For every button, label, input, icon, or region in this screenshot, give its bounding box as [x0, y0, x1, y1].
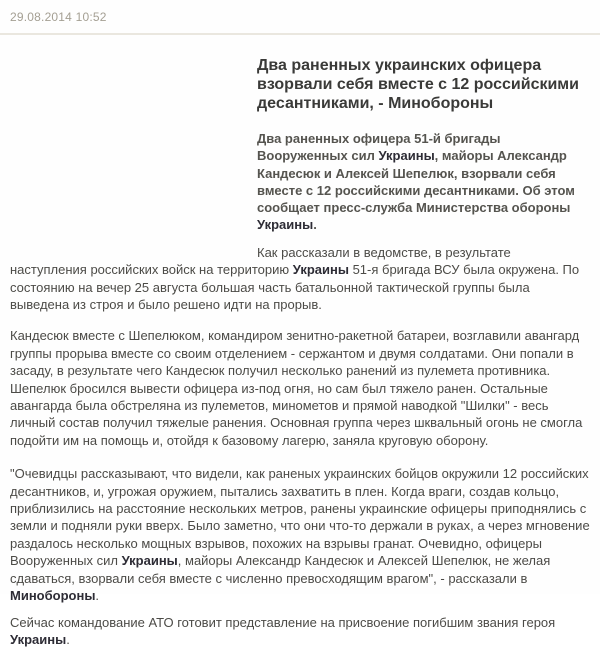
publish-timestamp: 29.08.2014 10:52: [10, 10, 107, 24]
text-segment: , майоры Александр Кандесюк и Алексей Шепелюк, не желая сдаваться, взорвали себя вместе с численно превосходящим врагом", - рассказали в: [10, 553, 550, 585]
text-segment: .: [95, 588, 99, 603]
text-segment: .: [66, 632, 70, 647]
inline-link[interactable]: Украины: [122, 553, 178, 568]
article-headline: Два раненных украинских офицера взорвали себя вместе с 12 российскими десантниками, - Минобороны: [10, 56, 590, 113]
article-image-placeholder: [10, 56, 245, 256]
article-body: [0, 56, 600, 648]
meta-bar: [0, 8, 600, 35]
article-paragraph: [10, 465, 590, 604]
text-segment: "Очевидцы рассказывают, что видели, как раненых украинских бойцов окружили 12 российских десантников, и, угрожая оружием, пытались захватить в плен. Когда враги, создав кольцо, приблизились на расстояние нескольких метров, ранены украинские офицеры приподнялись с земли и подняли руки вверх. Было заметно, что они что-то держали в руках, а через мгновение раздалось несколько мощных взрывов, похожих на взрывы гранат. Очевидно, офицеры Вооруженных сил: [10, 466, 590, 568]
inline-link[interactable]: Украины: [378, 148, 434, 163]
inline-link[interactable]: Украины: [10, 632, 66, 647]
text-segment: , майоры Александр Кандесюк и Алексей Шепелюк, взорвали себя вместе с 12 российскими десантниками. Об этом сообщает пресс-служба Министерства обороны: [257, 148, 575, 215]
text-segment: 51-я бригада ВСУ была окружена. По состоянию на вечер 25 августа большая часть батальонной тактической группы была выведена из строя и было решено идти на прорыв.: [10, 262, 579, 312]
text-segment: Кандесюк вместе с Шепелюком, командиром зенитно-ракетной батареи, возглавили авангард группы прорыва вместе со своим отделением - сержантом и двумя солдатами. Они попали в засаду, в результате чего Кандесюк получил несколько ранений из пулемета противника. Шепелюк бросился вывести офицера из-под огня, но сам был тяжело ранен. Остальные авангарда была обстреляна из пулеметов, минометов и прямой наводкой "Шилки" - весь личный состав получил тяжелые ранения. Основная группа через шквальный огонь не смогла подойти им на помощь и, отойдя к базовому лагерю, заняла круговую оборону.: [10, 328, 582, 447]
inline-link[interactable]: Украины: [257, 217, 313, 232]
article-paragraph: [10, 614, 590, 648]
text-segment: Сейчас командование АТО готовит представление на присвоение погибшим звания героя: [10, 615, 555, 630]
inline-link[interactable]: Минобороны: [10, 588, 95, 603]
text-segment: Два раненных офицера 51-й бригады Вооруженных сил: [257, 131, 501, 163]
text-segment: .: [313, 217, 317, 232]
text-segment: Как рассказали в ведомстве, в результате наступления российских войск на территорию: [10, 245, 511, 277]
article-paragraph: [10, 327, 590, 449]
inline-link[interactable]: Украины: [293, 262, 349, 277]
